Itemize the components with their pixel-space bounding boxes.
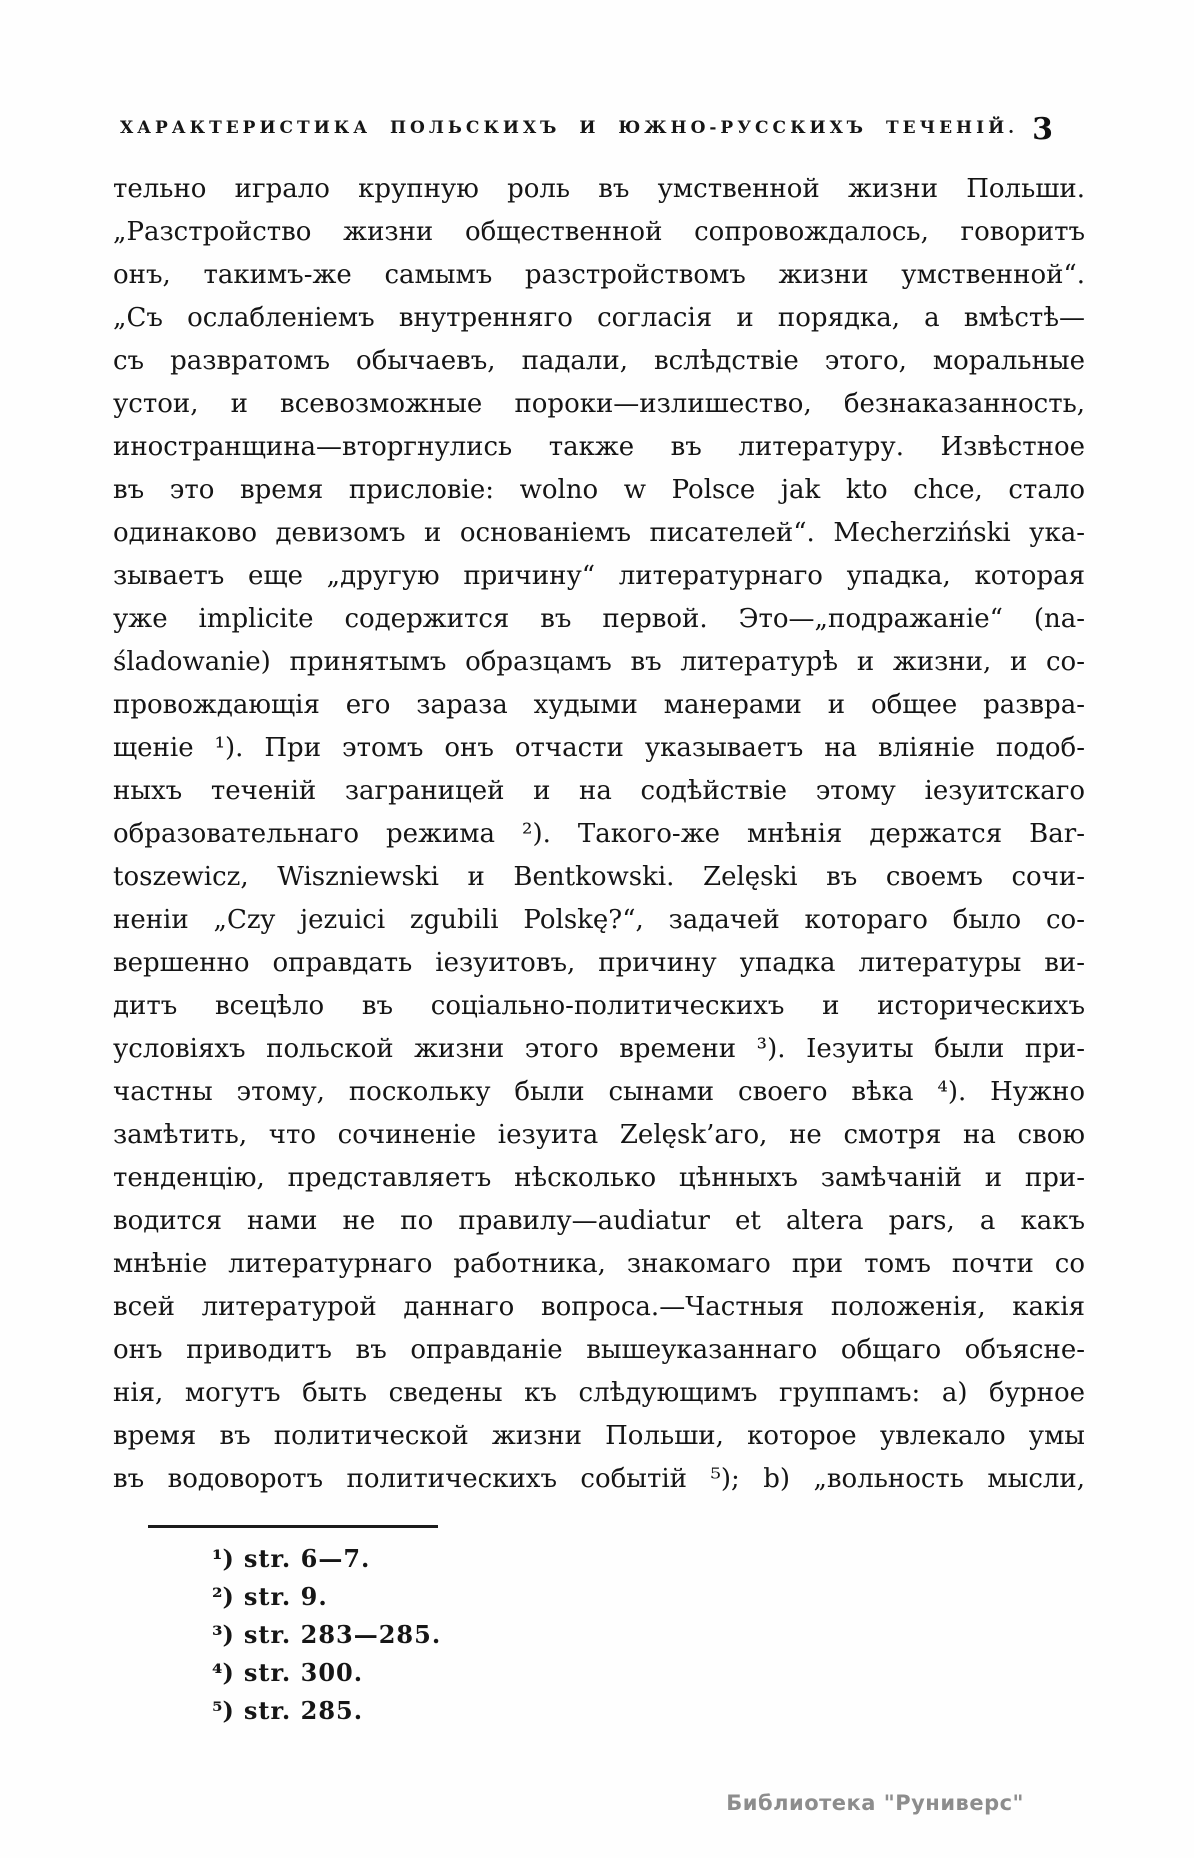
body-line: иностранщина—вторгнулись также въ литературу. Извѣстное (113, 432, 1085, 462)
footnote-item (212, 1654, 441, 1692)
body-line: частны этому, поскольку были сынами своего вѣка ⁴). Нужно (113, 1077, 1085, 1107)
body-text-block (113, 168, 1085, 1501)
footnote-marker: ⁴) (212, 1658, 234, 1687)
footnote-marker: ⁵) (212, 1696, 234, 1725)
footnote-text: str. 285. (243, 1696, 364, 1725)
body-line: щеніе ¹). При этомъ онъ отчасти указываетъ на вліяніе подоб- (113, 733, 1085, 763)
body-line: тенденцію, представляетъ нѣсколько цѣнныхъ замѣчаній и при- (113, 1163, 1085, 1193)
footnote-separator (148, 1525, 438, 1528)
body-line: одинаково девизомъ и основаніемъ писателей“. Mecherziński ука- (113, 518, 1085, 548)
body-line: зываетъ еще „другую причину“ литературнаго упадка, которая (113, 561, 1085, 591)
body-line: нія, могутъ быть сведены къ слѣдующимъ группамъ: а) бурное (113, 1378, 1085, 1408)
body-line: въ водоворотъ политическихъ событій ⁵); b) „вольность мысли, (113, 1464, 1085, 1494)
footnote-text: str. 300. (243, 1658, 364, 1687)
body-line: ныхъ теченій заграницей и на содѣйствіе этому іезуитскаго (113, 776, 1085, 806)
footnote-item (212, 1692, 441, 1730)
body-line: онъ, такимъ-же самымъ разстройствомъ жизни умственной“. (113, 260, 1085, 290)
body-line: онъ приводитъ въ оправданіе вышеуказаннаго общаго объясне- (113, 1335, 1085, 1365)
footnote-item (212, 1616, 441, 1654)
body-line: замѣтить, что сочиненіе іезуита Zelęsk’аго, не смотря на свою (113, 1120, 1085, 1150)
body-line: „Съ ослабленіемъ внутренняго согласія и порядка, а вмѣстѣ— (113, 303, 1085, 333)
body-line: дитъ всецѣло въ соціально-политическихъ и историческихъ (113, 991, 1085, 1021)
footnote-text: str. 283—285. (243, 1620, 442, 1649)
body-line: śladowanie) принятымъ образцамъ въ литературѣ и жизни, и со- (113, 647, 1085, 677)
body-line: вершенно оправдать іезуитовъ, причину упадка литературы ви- (113, 948, 1085, 978)
body-line: мнѣніе литературнаго работника, знакомаго при томъ почти со (113, 1249, 1085, 1279)
body-line: провождающія его зараза худыми манерами и общее развра- (113, 690, 1085, 720)
footnote-marker: ¹) (212, 1544, 234, 1573)
footnote-marker: ³) (212, 1620, 234, 1649)
body-line: тельно играло крупную роль въ умственной жизни Польши. (113, 174, 1085, 204)
body-line: время въ политической жизни Польши, которое увлекало умы (113, 1421, 1085, 1451)
footnote-marker: ²) (212, 1582, 234, 1611)
body-line: toszewicz, Wiszniewski и Bentkowski. Zelęski въ своемъ сочи- (113, 862, 1085, 892)
footnotes-block (212, 1540, 441, 1730)
body-line: „Разстройство жизни общественной сопровождалось, говоритъ (113, 217, 1085, 247)
body-line: въ это время присловіе: wolno w Polsce jak kto chce, стало (113, 475, 1085, 505)
footnote-text: str. 9. (243, 1582, 328, 1611)
body-line: устои, и всевозможные пороки—излишество, безнаказанность, (113, 389, 1085, 419)
body-line: неніи „Czy jezuici zgubili Polskę?“, задачей котораго было со- (113, 905, 1085, 935)
running-head (113, 112, 1085, 162)
library-watermark: Библиотека "Руниверс" (726, 1791, 1024, 1815)
body-line: уже implicite содержится въ первой. Это—„подражаніе“ (na- (113, 604, 1085, 634)
footnote-item (212, 1540, 441, 1578)
body-line: условіяхъ польской жизни этого времени ³). Іезуиты были при- (113, 1034, 1085, 1064)
body-line: съ развратомъ обычаевъ, падали, вслѣдствіе этого, моральные (113, 346, 1085, 376)
footnote-item (212, 1578, 441, 1616)
body-line: образовательнаго режима ²). Такого-же мнѣнія держатся Bar- (113, 819, 1085, 849)
body-line: всей литературой даннаго вопроса.—Частныя положенія, какія (113, 1292, 1085, 1322)
footnote-text: str. 6—7. (243, 1544, 371, 1573)
page-number: 3 (1032, 112, 1053, 147)
running-head-title: ХАРАКТЕРИСТИКА ПОЛЬСКИХЪ И ЮЖНО-РУССКИХЪ ТЕЧЕНІЙ. (119, 118, 1019, 138)
body-line: водится нами не по правилу—audiatur et altera pars, а какъ (113, 1206, 1085, 1236)
